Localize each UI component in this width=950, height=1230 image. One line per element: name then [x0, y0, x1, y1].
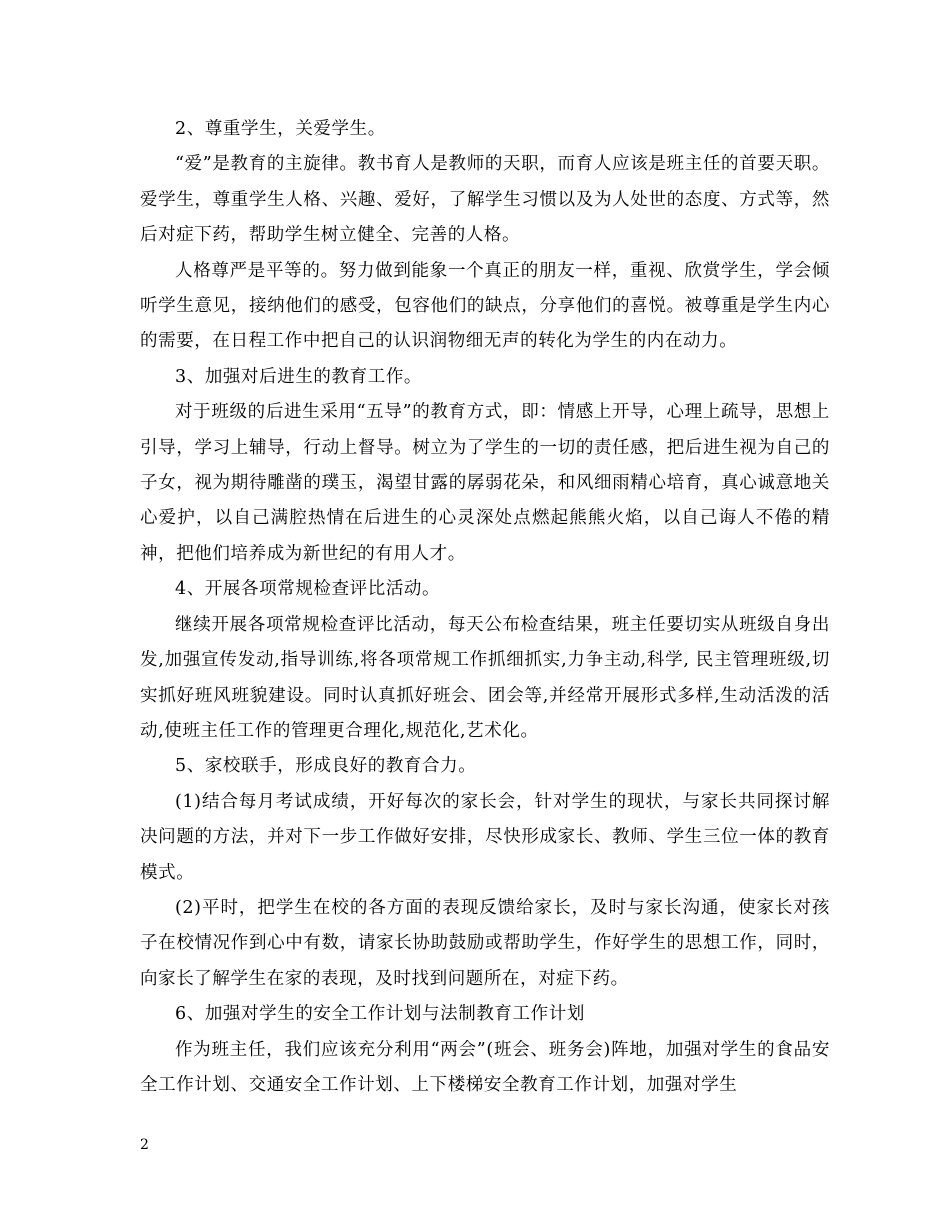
document-body [140, 112, 830, 1103]
page-number: 2 [140, 1137, 149, 1153]
paragraph-dignity-equal: 人格尊严是平等的。努力做到能象一个真正的朋友一样，重视、欣赏学生，学会倾听学生意见，接纳他们的感受，包容他们的缺点，分享他们的喜悦。被尊重是学生内心的需要，在日程工作中把自己的认识润物细无声的转化为学生的内在动力。 [140, 260, 830, 352]
heading-routine-checks: 4、开展各项常规检查评比活动。 [175, 579, 441, 600]
paragraph-parent-feedback: (2)平时，把学生在校的各方面的表现反馈给家长，及时与家长沟通，使家长对孩子在校情况作到心中有数，请家长协助鼓励或帮助学生，作好学生的思想工作，同时，向家长了解学生在家的表现，及时找到问题所在，对症下药。 [140, 897, 830, 989]
heading-safety-legal: 6、加强对学生的安全工作计划与法制教育工作计划 [175, 1004, 585, 1025]
paragraph-parent-meetings: (1)结合每月考试成绩，开好每次的家长会，针对学生的现状，与家长共同探讨解决问题的方法，并对下一步工作做好安排，尽快形成家长、教师、学生三位一体的教育模式。 [140, 791, 830, 883]
heading-underachievers: 3、加强对后进生的教育工作。 [175, 366, 423, 387]
paragraph-love-theme: “爱”是教育的主旋律。教书育人是教师的天职，而育人应该是班主任的首要天职。爱学生，尊重学生人格、兴趣、爱好，了解学生习惯以及为人处世的态度、方式等，然后对症下药，帮助学生树立健全、完善的人格。 [140, 154, 830, 246]
paragraph-safety-plan: 作为班主任，我们应该充分利用“两会”(班会、班务会)阵地，加强对学生的食品安全工作计划、交通安全工作计划、上下楼梯安全教育工作计划，加强对学生 [140, 1039, 830, 1095]
heading-home-school: 5、家校联手，形成良好的教育合力。 [175, 756, 477, 777]
heading-respect-students: 2、尊重学生，关爱学生。 [175, 119, 386, 139]
paragraph-five-guidance: 对于班级的后进生采用“五导”的教育方式，即：情感上开导，心理上疏导，思想上引导，学习上辅导，行动上督导。树立为了学生的一切的责任感，把后进生视为自己的子女，视为期待雕凿的璞玉，渴望甘露的孱弱花朵，和风细雨精心培育，真心诚意地关心爱护，以自己满腔热情在后进生的心灵深处点燃起熊熊火焰，以自己诲人不倦的精神，把他们培养成为新世纪的有用人才。 [140, 402, 830, 564]
paragraph-routine-checks: 继续开展各项常规检查评比活动，每天公布检查结果，班主任要切实从班级自身出发,加强宣传发动,指导训练,将各项常规工作抓细抓实,力争主动,科学, 民主管理班级,切实抓好班风班貌建设。同时认真抓好班会、团会等,并经常开展形式多样,生动活泼的活动,使班主任工作的管理更合理化,规范化,艺术化。 [140, 614, 830, 741]
